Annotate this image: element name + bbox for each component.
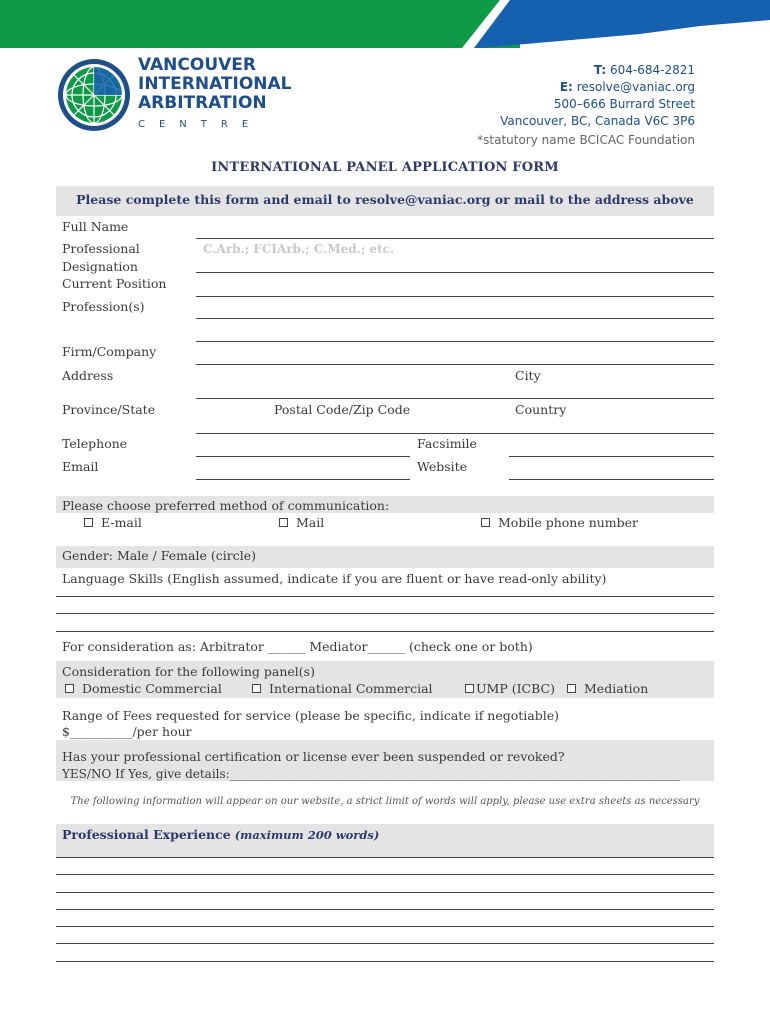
country-label: Country [515,402,567,417]
designation-label: Designation [62,259,138,274]
experience-line-3[interactable] [56,892,714,893]
email-field[interactable] [196,479,410,480]
experience-line-7[interactable] [56,961,714,962]
contact-email: resolve@vaniac.org [576,80,695,94]
email-label-field: Email [62,459,99,474]
logo-line-4: CENTRE [138,119,263,130]
address-label: Address [62,368,114,383]
suspended-prompt: Has your professional certification or license ever been suspended or revoked? [62,749,565,764]
language-field-1[interactable] [56,596,714,597]
panels-prompt: Consideration for the following panel(s) [62,664,315,679]
fees-prompt: Range of Fees requested for service (please be specific, indicate if negotiable) [62,708,560,723]
suspended-line[interactable]: YES/NO If Yes, give details:___________________________________________________________________________ [62,767,680,781]
designation-field[interactable] [196,272,714,273]
statutory-note: *statutory name BCICAC Foundation [477,133,695,147]
comm-option-email[interactable] [84,515,142,530]
facsimile-field[interactable] [509,456,714,457]
experience-heading [62,827,379,842]
panel-domestic-label: Domestic Commercial [82,681,222,696]
comm-option-mail[interactable] [279,515,324,530]
checkbox-international[interactable] [252,684,261,693]
facsimile-label: Facsimile [417,436,477,451]
current-position-label: Current Position [62,276,167,291]
logo-line-2: INTERNATIONAL [138,74,292,94]
vaniac-logo [56,56,292,134]
panel-international-label: International Commercial [269,681,433,696]
instructions-text: Please complete this form and email to resolve@vaniac.org or mail to the address above [76,192,694,207]
panel-option-ump[interactable] [465,681,555,696]
experience-line-2[interactable] [56,874,714,875]
language-label: Language Skills (English assumed, indicate if you are fluent or have read-only ability) [62,571,607,586]
telephone-field[interactable] [196,456,410,457]
address-field[interactable] [196,398,714,399]
phone-label: T: [593,63,607,77]
phone-number: 604-684-2821 [609,63,695,77]
experience-title: Professional Experience [62,827,231,842]
city-label: City [515,368,541,383]
checkbox-ump[interactable] [465,684,474,693]
website-field[interactable] [509,479,714,480]
comm-mobile-label: Mobile phone number [498,515,639,530]
full-name-field[interactable] [196,238,714,239]
postal-label: Postal Code/Zip Code [274,402,411,417]
comm-email-label: E-mail [101,515,142,530]
checkbox-mediation[interactable] [567,684,576,693]
comm-mail-label: Mail [296,515,325,530]
panel-mediation-label: Mediation [584,681,649,696]
experience-line-1[interactable] [56,857,714,858]
email-label: E: [559,80,573,94]
form-title: INTERNATIONAL PANEL APPLICATION FORM [211,160,559,175]
designation-placeholder: C.Arb.; FCIArb.; C.Med.; etc. [203,242,395,256]
comm-option-mobile[interactable] [481,515,638,530]
checkbox-mobile[interactable] [481,518,490,527]
firm-field[interactable] [196,364,714,365]
logo-line-1: VANCOUVER [138,55,256,75]
professions-field-1[interactable] [196,318,714,319]
checkbox-email[interactable] [84,518,93,527]
panel-option-mediation[interactable] [567,681,648,696]
full-name-label: Full Name [62,219,129,234]
checkbox-domestic[interactable] [65,684,74,693]
language-field-2[interactable] [56,613,714,614]
website-note: The following information will appear on our website, a strict limit of words will apply, please use extra sheets as necessary [70,796,700,807]
experience-line-5[interactable] [56,926,714,927]
address-line-1: 500–666 Burrard Street [553,97,695,111]
panel-ump-label: UMP (ICBC) [476,681,555,696]
checkbox-mail[interactable] [279,518,288,527]
website-label: Website [417,459,468,474]
province-label: Province/State [62,402,156,417]
professions-field-2[interactable] [196,341,714,342]
panel-option-international[interactable] [252,681,433,696]
firm-label: Firm/Company [62,344,157,359]
experience-line-6[interactable] [56,943,714,944]
consideration-line[interactable]: For consideration as: Arbitrator ______ Mediator______ (check one or both) [62,639,533,654]
contact-block [477,62,695,149]
address-line-2: Vancouver, BC, Canada V6C 3P6 [500,114,695,128]
professional-label: Professional [62,241,140,256]
language-field-3[interactable] [56,631,714,632]
logo-line-3: ARBITRATION [138,93,267,113]
telephone-label: Telephone [62,436,128,451]
professions-label: Profession(s) [62,299,145,314]
header-banner [0,0,770,48]
comm-prompt: Please choose preferred method of communication: [62,498,390,513]
experience-limit: (maximum 200 words) [234,828,380,842]
gender-label: Gender: Male / Female (circle) [62,548,256,563]
instructions-bar [56,186,714,216]
current-position-field[interactable] [196,296,714,297]
panel-option-domestic[interactable] [65,681,222,696]
globe-icon [56,57,132,133]
fees-line[interactable]: $__________/per hour [62,724,192,739]
experience-line-4[interactable] [56,909,714,910]
province-field[interactable] [196,433,714,434]
